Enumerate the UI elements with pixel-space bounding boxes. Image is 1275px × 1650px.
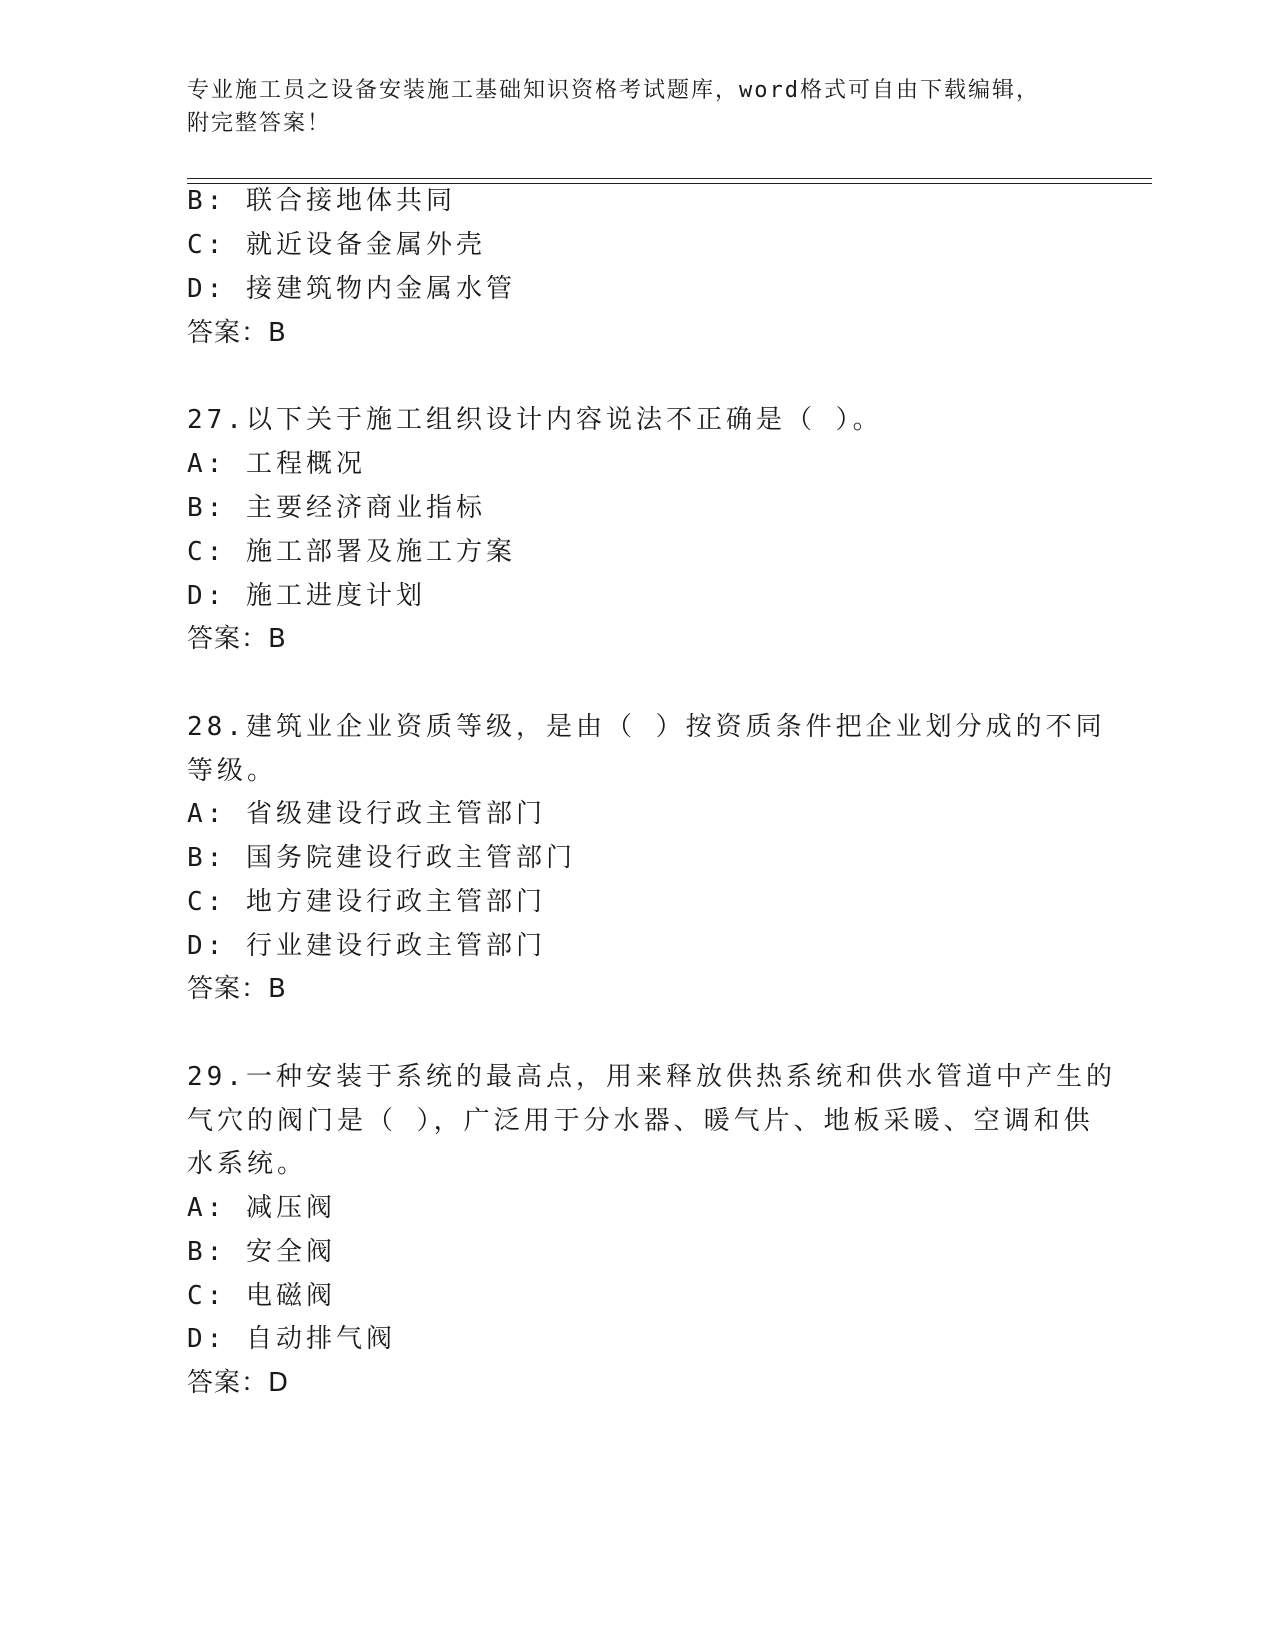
answer-label: 答案：B: [187, 624, 287, 654]
option-c: C: 地方建设行政主管部门: [187, 887, 546, 917]
question-28-stem-cont: 等级。: [187, 756, 278, 786]
question-27-stem: 27.以下关于施工组织设计内容说法不正确是（ ）。: [187, 405, 883, 435]
option-b: B: 联合接地体共同: [187, 186, 456, 216]
option-b: B: 主要经济商业指标: [187, 493, 486, 523]
question-29-stem: 29.一种安装于系统的最高点，用来释放供热系统和供水管道中产生的: [187, 1062, 1116, 1092]
question-28-stem: 28.建筑业企业资质等级，是由（ ）按资质条件把企业划分成的不同: [187, 712, 1106, 742]
option-b: B: 国务院建设行政主管部门: [187, 843, 576, 873]
option-a: A: 省级建设行政主管部门: [187, 799, 546, 829]
option-a: A: 工程概况: [187, 449, 366, 479]
option-d: D: 自动排气阀: [187, 1324, 396, 1354]
option-c: C: 电磁阀: [187, 1281, 336, 1311]
document-header: [187, 74, 1067, 140]
option-d: D: 行业建设行政主管部门: [187, 931, 546, 961]
option-c: C: 就近设备金属外壳: [187, 230, 486, 260]
option-d: D: 接建筑物内金属水管: [187, 274, 516, 304]
answer-label: 答案：B: [187, 974, 287, 1004]
option-c: C: 施工部署及施工方案: [187, 537, 516, 567]
question-29-stem-end: 水系统。: [187, 1149, 308, 1179]
question-29-stem-cont: 气穴的阀门是（ ），广泛用于分水器、暖气片、地板采暖、空调和供: [187, 1106, 1094, 1136]
answer-label: 答案：B: [187, 318, 287, 348]
header-divider-bottom: [187, 183, 1152, 184]
header-subtitle-line: 附完整答案！: [187, 111, 332, 136]
answer-label: 答案：D: [187, 1368, 290, 1398]
header-divider-top: [187, 178, 1152, 179]
option-d: D: 施工进度计划: [187, 581, 426, 611]
option-a: A: 减压阀: [187, 1193, 336, 1223]
header-title-line: 专业施工员之设备安装施工基础知识资格考试题库，word格式可自由下载编辑，: [187, 78, 1040, 103]
option-b: B: 安全阀: [187, 1237, 336, 1267]
